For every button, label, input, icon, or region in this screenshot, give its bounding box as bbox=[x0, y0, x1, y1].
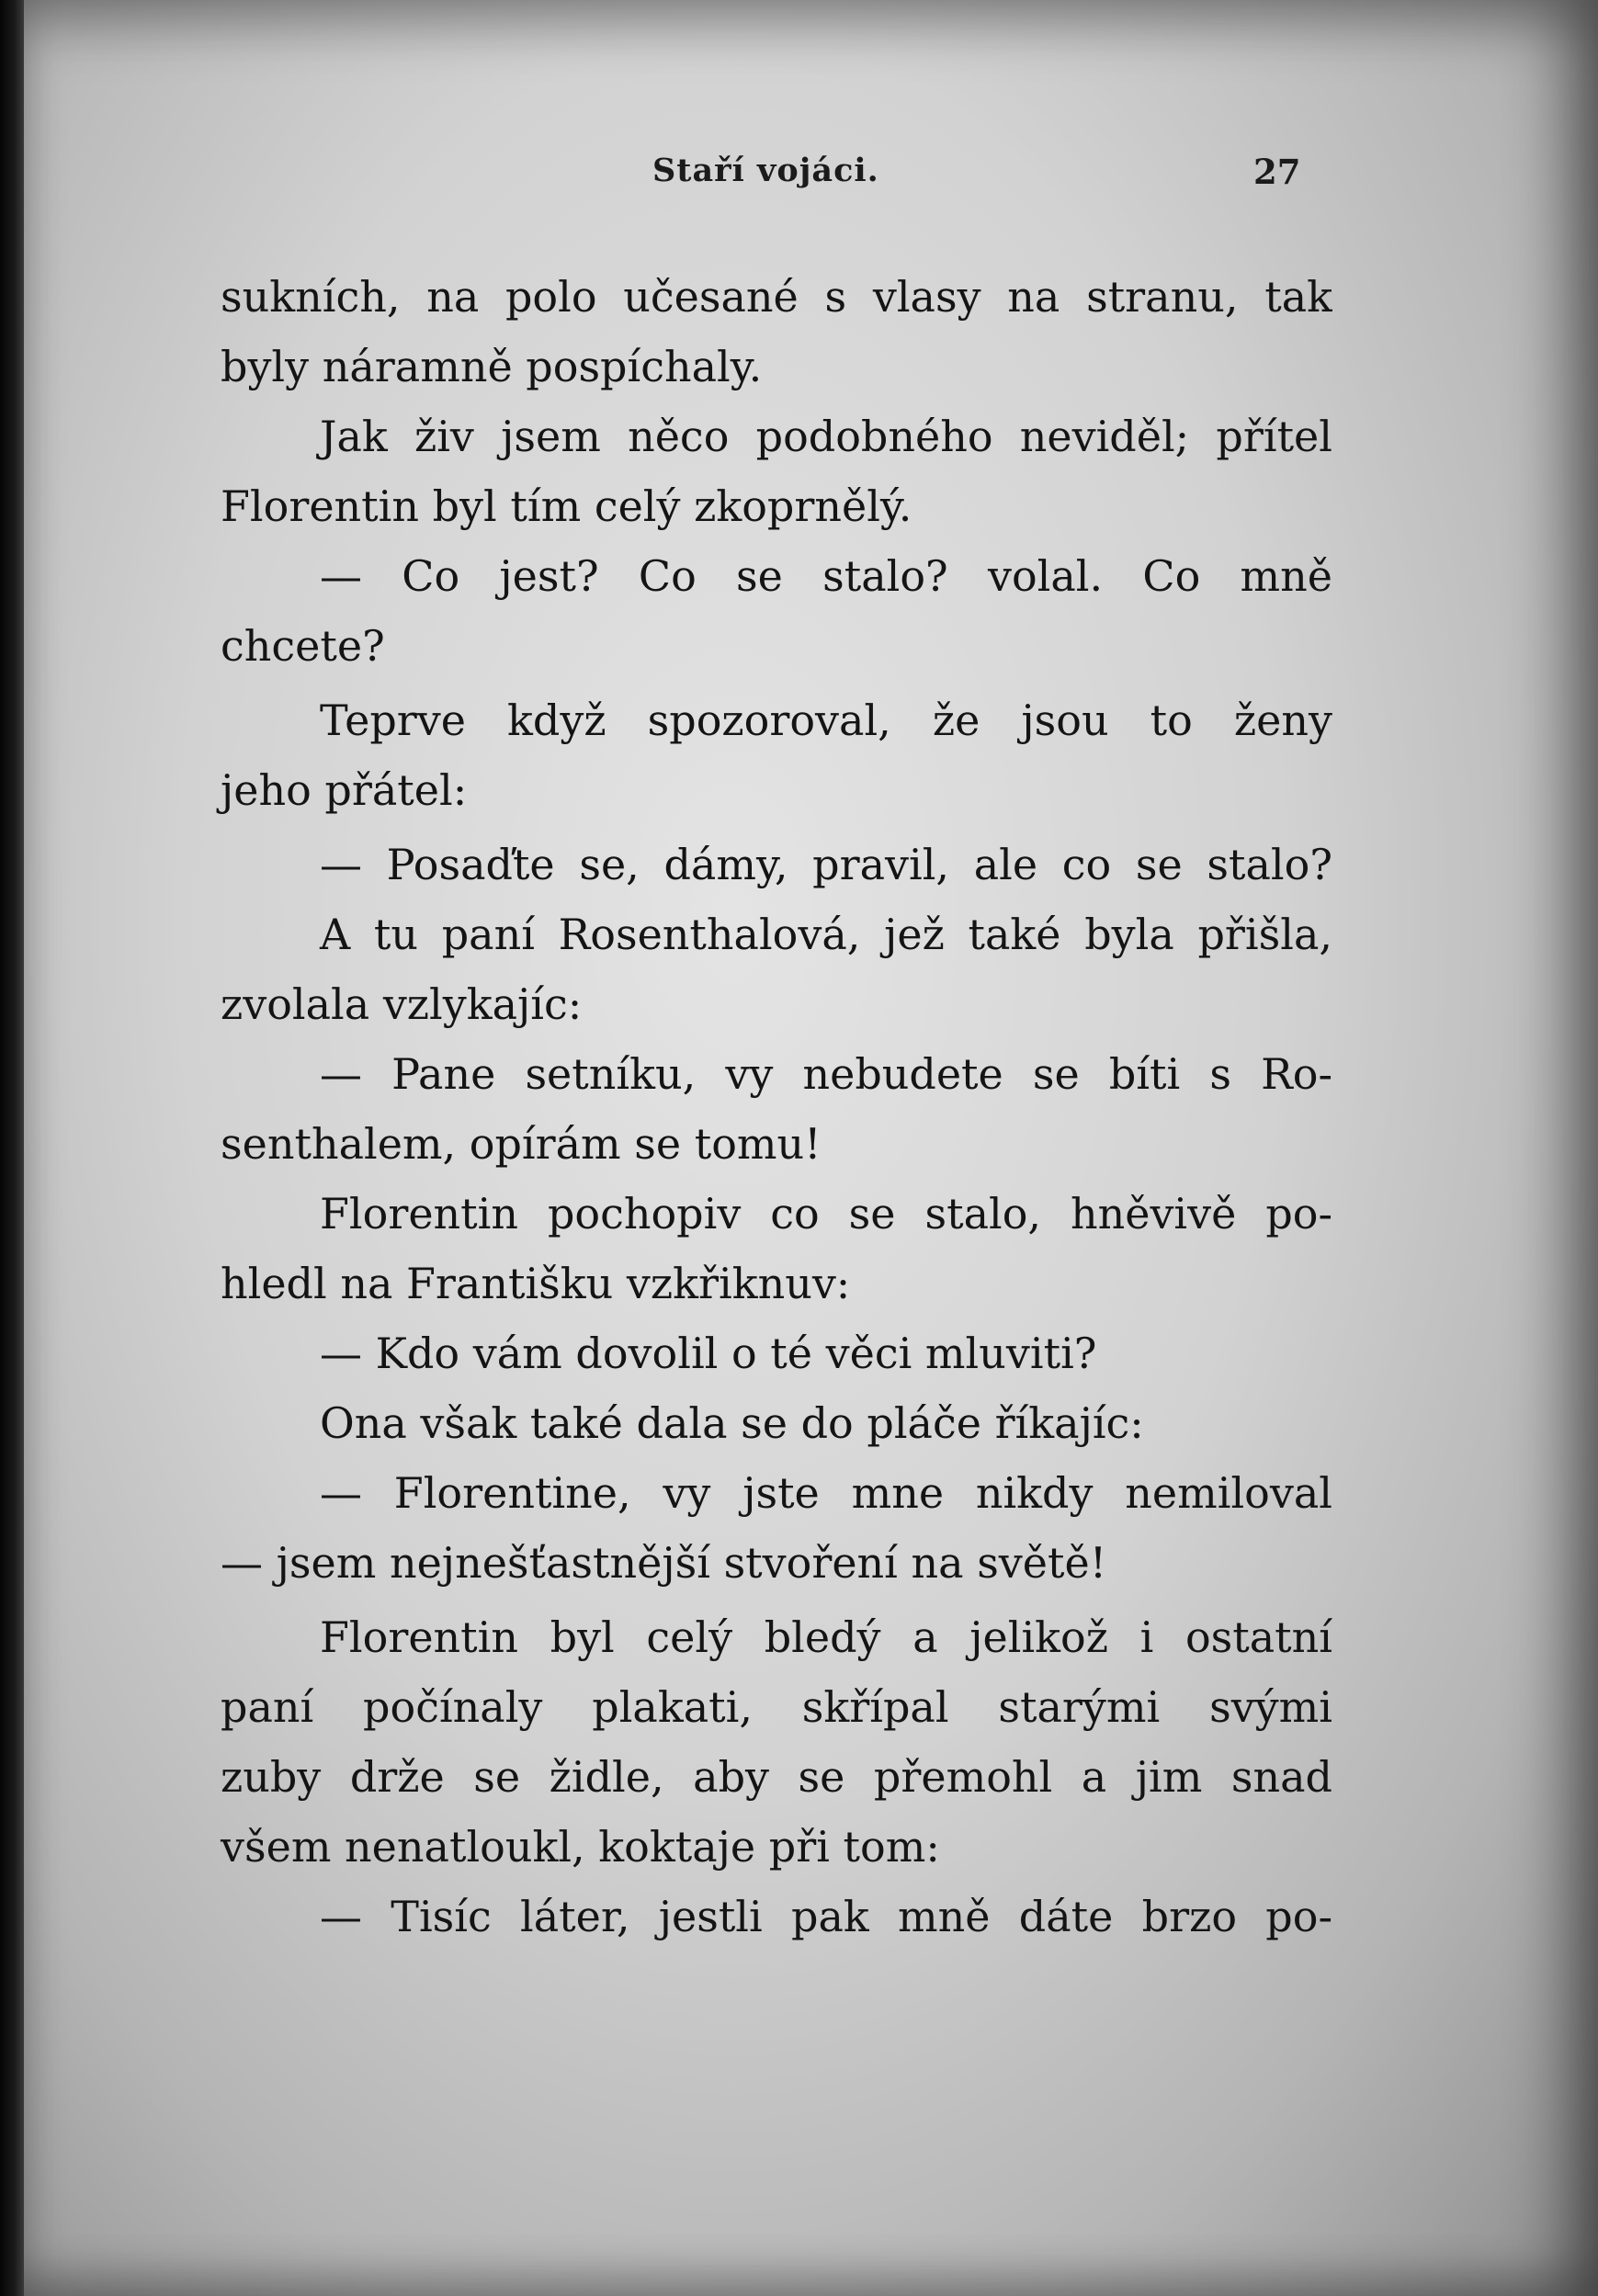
text-line: byly náramně pospíchaly. bbox=[221, 342, 763, 391]
text-line: — Florentine, vy jste mne nikdy nemiloval bbox=[320, 1468, 1332, 1518]
text-line: — jsem nejnešťastnější stvoření na světě! bbox=[221, 1538, 1107, 1588]
page-header bbox=[24, 152, 1598, 198]
text-line: všem nenatloukl, koktaje při tom: bbox=[221, 1822, 940, 1872]
text-line: jeho přátel: bbox=[221, 765, 468, 815]
text-line: Florentin byl tím celý zkoprnělý. bbox=[221, 481, 912, 531]
text-line: Ona však také dala se do pláče říkajíc: bbox=[320, 1398, 1144, 1448]
text-line: zuby drže se židle, aby se přemohl a jim snad bbox=[221, 1752, 1332, 1802]
text-line: chcete? bbox=[221, 621, 385, 671]
text-line: — Pane setníku, vy nebudete se bíti s Ro- bbox=[320, 1049, 1332, 1099]
text-line: Teprve když spozoroval, že jsou to ženy bbox=[320, 696, 1332, 745]
text-line: sukních, na polo učesané s vlasy na stranu, tak bbox=[221, 272, 1332, 322]
text-line: Florentin byl celý bledý a jelikož i ostatní bbox=[320, 1612, 1332, 1662]
text-line: Jak živ jsem něco podobného neviděl; přítel bbox=[320, 412, 1332, 461]
page-number: 27 bbox=[1253, 152, 1301, 192]
text-line: A tu paní Rosenthalová, jež také byla přišla, bbox=[320, 910, 1332, 959]
text-line: paní počínaly plakati, skřípal starými svými bbox=[221, 1682, 1332, 1732]
page-edge-shadow bbox=[0, 0, 24, 2296]
text-line: zvolala vzlykajíc: bbox=[221, 979, 583, 1029]
running-title: Staří vojáci. bbox=[652, 152, 879, 189]
text-line: — Tisíc láter, jestli pak mně dáte brzo po- bbox=[320, 1892, 1332, 1941]
book-page bbox=[24, 0, 1598, 2296]
text-line: — Kdo vám dovolil o té věci mluviti? bbox=[320, 1329, 1097, 1378]
text-line: senthalem, opírám se tomu! bbox=[221, 1119, 822, 1169]
text-line: hledl na Františku vzkřiknuv: bbox=[221, 1259, 851, 1308]
text-line: — Posaďte se, dámy, pravil, ale co se stalo? bbox=[320, 840, 1332, 889]
text-line: Florentin pochopiv co se stalo, hněvivě po- bbox=[320, 1189, 1332, 1238]
text-line: — Co jest? Co se stalo? volal. Co mně bbox=[320, 551, 1332, 601]
page-body-text bbox=[221, 262, 1332, 1951]
